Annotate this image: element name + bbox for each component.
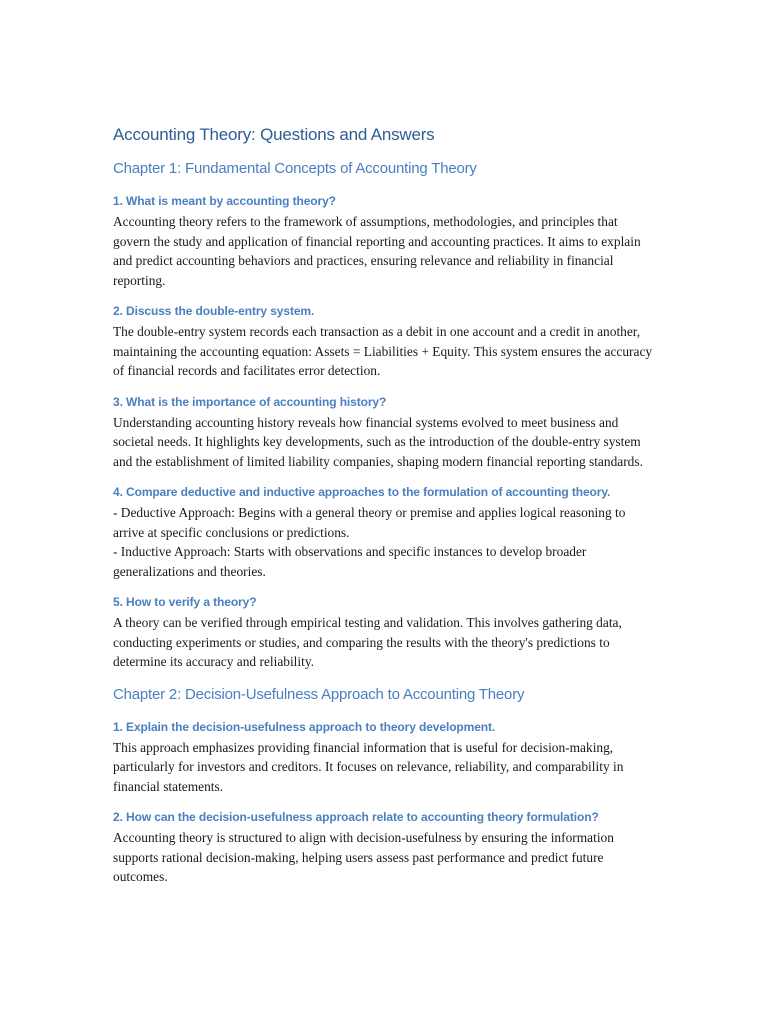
answer-text: Accounting theory is structured to align with decision-usefulness by ensuring the information supports rational decision-making, helping users assess past performance and predict future outcomes. [113,830,614,884]
answer-line-deductive: - Deductive Approach: Begins with a general theory or premise and applies logical reasoning to arrive at specific conclusions or predictions. [113,505,626,540]
chapter-2-heading: Chapter 2: Decision-Usefulness Approach to Accounting Theory [113,685,525,703]
document-body [113,122,658,887]
question-heading: 1. What is meant by accounting theory? [113,194,336,208]
answer-text: A theory can be verified through empirical testing and validation. This involves gathering data, conducting experiments or studies, and comparing the results with the theory's predictions to determine its accuracy and reliability. [113,615,622,669]
qa-item [113,484,658,581]
answer-text: Understanding accounting history reveals how financial systems evolved to meet business and societal needs. It highlights key developments, such as the introduction of the double-entry system and the establishment of limited liability companies, shaping modern financial reporting standards. [113,414,643,469]
qa-item [113,394,658,472]
answer-text [113,503,658,581]
qa-item [113,193,658,290]
qa-item [113,594,658,672]
answer-line-inductive: - Inductive Approach: Starts with observations and specific instances to develop broader generalizations and theories. [113,544,587,579]
qa-item [113,809,658,887]
document-title: Accounting Theory: Questions and Answers [113,125,435,144]
answer-text: Accounting theory refers to the framework of assumptions, methodologies, and principles that govern the study and application of financial reporting and accounting practices. It aims to explain and predict accounting behaviors and practices, ensuring relevance and reliability in financial reporting. [113,214,641,288]
qa-item [113,303,658,381]
question-heading: 4. Compare deductive and inductive approaches to the formulation of accounting theory. [113,485,611,499]
chapter-1-heading: Chapter 1: Fundamental Concepts of Accounting Theory [113,160,477,177]
qa-item [113,719,658,797]
answer-text: The double-entry system records each transaction as a debit in one account and a credit in another, maintaining the accounting equation: Assets = Liabilities + Equity. This system ensures the accuracy of financial records and facilitates error detection. [113,324,653,378]
question-heading: 2. Discuss the double-entry system. [113,304,315,318]
question-heading: 2. How can the decision-usefulness approach relate to accounting theory formulation? [113,810,599,824]
answer-text: This approach emphasizes providing financial information that is useful for decision-making, particularly for investors and creditors. It focuses on relevance, reliability, and comparability in financial statements. [113,739,624,794]
question-heading: 3. What is the importance of accounting history? [113,394,387,409]
question-heading: 1. Explain the decision-usefulness approach to theory development. [113,719,496,734]
question-heading: 5. How to verify a theory? [113,595,257,609]
